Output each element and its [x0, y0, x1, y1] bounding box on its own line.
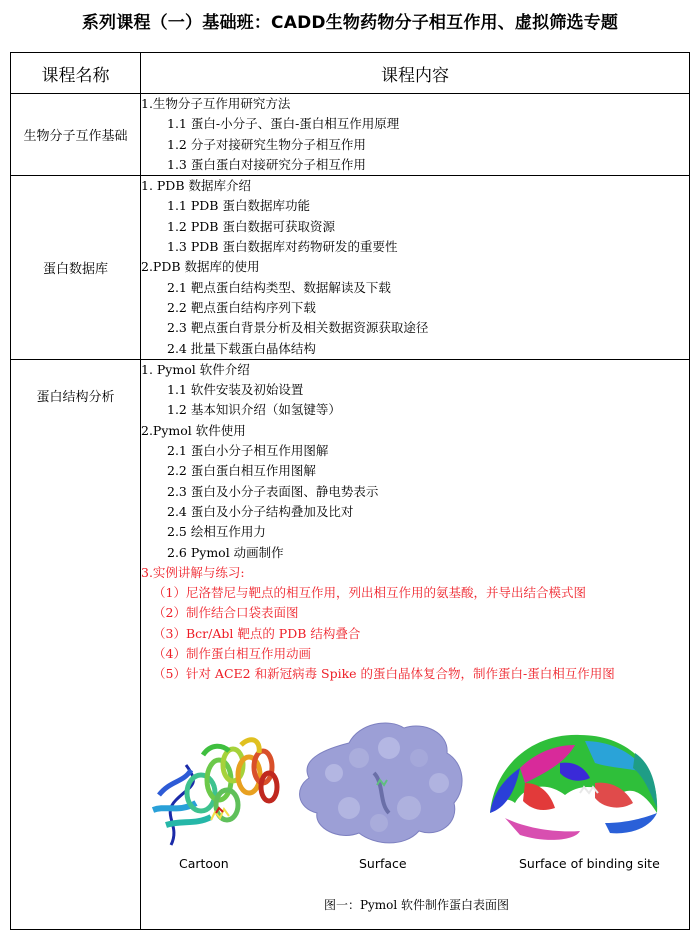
course-content — [141, 94, 690, 176]
content-line: 1. PDB 数据库介绍 — [141, 178, 251, 194]
table-header-row — [11, 53, 690, 94]
figure-caption-surface: Surface — [359, 855, 407, 871]
header-course-name: 课程名称 — [11, 53, 141, 94]
page-title: 系列课程（一）基础班：CADD生物药物分子相互作用、虚拟筛选专题 — [81, 13, 619, 33]
content-line: （3）Bcr/Abl 靶点的 PDB 结构叠合 — [153, 625, 361, 641]
content-line: （4）制作蛋白相互作用动画 — [153, 646, 311, 662]
content-line: 1.2 PDB 蛋白数据可获取资源 — [167, 218, 335, 234]
content-line: 1.1 蛋白-小分子、蛋白-蛋白相互作用原理 — [167, 116, 400, 132]
content-line: 2.1 蛋白小分子相互作用图解 — [167, 443, 329, 459]
cartoon-image — [141, 725, 281, 855]
protein-figure — [141, 685, 689, 929]
content-line: 2.1 靶点蛋白结构类型、数据解读及下载 — [167, 279, 391, 295]
course-name: 蛋白结构分析 — [11, 359, 141, 929]
content-line: 1.3 蛋白蛋白对接研究分子相互作用 — [167, 156, 366, 172]
content-line: 2.3 靶点蛋白背景分析及相关数据资源获取途径 — [167, 320, 429, 336]
course-table — [10, 52, 690, 930]
content-line: 1.生物分子互作用研究方法 — [141, 96, 291, 111]
course-content — [141, 359, 690, 929]
content-line: 1.1 PDB 蛋白数据库功能 — [167, 198, 310, 214]
content-line: 1.3 PDB 蛋白数据库对药物研发的重要性 — [167, 239, 398, 255]
content-line: 1.2 分子对接研究生物分子相互作用 — [167, 136, 366, 152]
content-line: 2.4 批量下载蛋白晶体结构 — [167, 340, 316, 356]
binding-site-surface-image — [485, 723, 665, 848]
content-line: 2.2 靶点蛋白结构序列下载 — [167, 299, 316, 315]
content-line: 2.6 Pymol 动画制作 — [167, 544, 284, 560]
table-row — [11, 359, 690, 929]
course-name: 生物分子互作基础 — [11, 94, 141, 176]
content-line: 1.1 软件安装及初始设置 — [167, 382, 304, 398]
course-name: 蛋白数据库 — [11, 176, 141, 360]
surface-image — [289, 713, 474, 853]
content-line: 2.3 蛋白及小分子表面图、静电势表示 — [167, 483, 379, 499]
content-line: （1）尼洛替尼与靶点的相互作用，列出相互作用的氨基酸，并导出结合模式图 — [153, 585, 586, 601]
content-line: 1. Pymol 软件介绍 — [141, 361, 250, 377]
figure-caption-cartoon: Cartoon — [179, 855, 229, 871]
content-line: 2.5 绘相互作用力 — [167, 524, 266, 540]
table-row — [11, 94, 690, 176]
content-line: 2.PDB 数据库的使用 — [141, 259, 260, 275]
content-line: 3.实例讲解与练习: — [141, 564, 245, 580]
table-row — [11, 176, 690, 360]
content-line: 2.Pymol 软件使用 — [141, 422, 246, 438]
figure-caption: 图一：Pymol 软件制作蛋白表面图 — [323, 897, 510, 912]
content-line: （5）针对 ACE2 和新冠病毒 Spike 的蛋白晶体复合物，制作蛋白-蛋白相互作用图 — [153, 666, 615, 682]
content-line: （2）制作结合口袋表面图 — [153, 605, 299, 621]
course-content — [141, 176, 690, 360]
content-line: 2.4 蛋白及小分子结构叠加及比对 — [167, 503, 354, 519]
header-course-content: 课程内容 — [141, 53, 690, 94]
content-line: 2.2 蛋白蛋白相互作用图解 — [167, 463, 316, 479]
figure-caption-binding-site: Surface of binding site — [519, 855, 660, 871]
content-line: 1.2 基本知识介绍（如氢键等） — [167, 402, 341, 418]
